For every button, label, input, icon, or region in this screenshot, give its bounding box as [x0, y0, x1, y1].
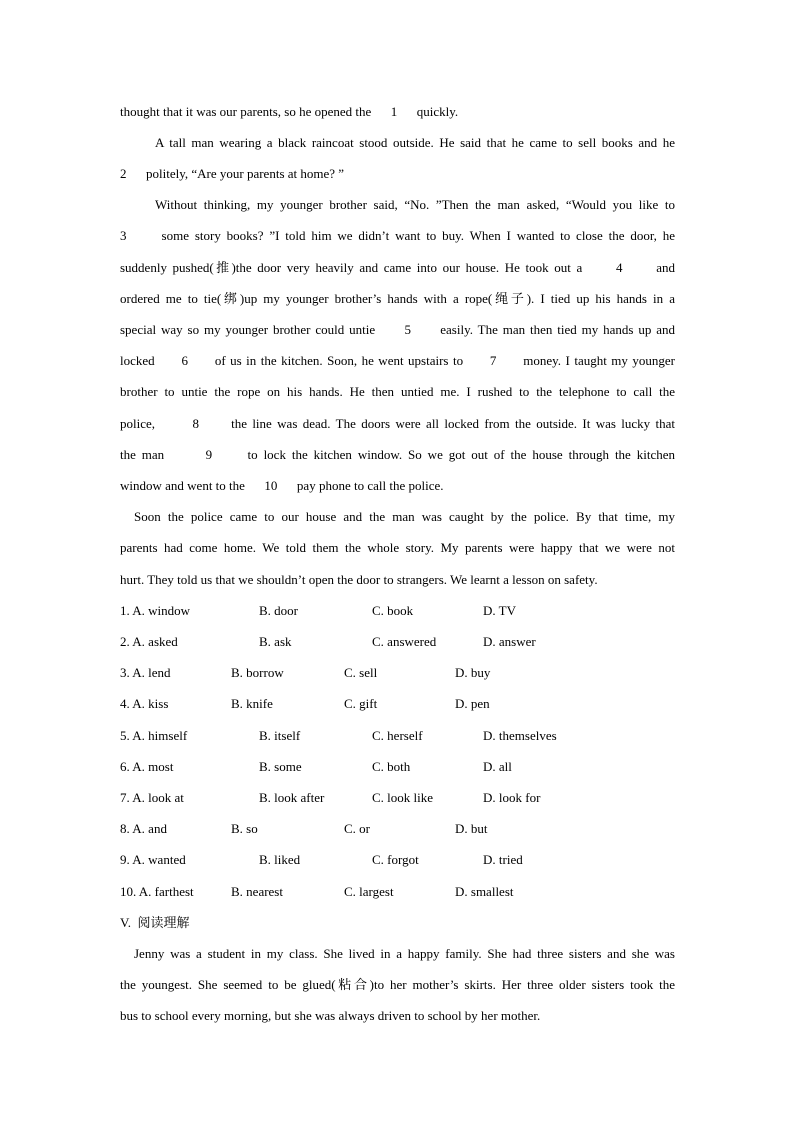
passage-line: 3 some story books? ”I told him we didn’t want to buy. When I wanted to close the door, he — [120, 228, 675, 243]
option-a: 8. A. and — [120, 821, 167, 836]
option-a: 2. A. asked — [120, 634, 178, 649]
reading-line: Jenny was a student in my class. She lived in a happy family. She had three sisters and she was — [134, 946, 675, 961]
reading-line: bus to school every morning, but she was always driven to school by her mother. — [120, 1008, 541, 1023]
option-c: C. both — [372, 759, 411, 774]
passage-line: Without thinking, my younger brother said, “No. ”Then the man asked, “Would you like to — [155, 197, 675, 212]
option-c: C. book — [372, 603, 414, 618]
section-heading: V. 阅读理解 — [120, 915, 190, 930]
option-a: 9. A. wanted — [120, 852, 186, 867]
passage-line: ordered me to tie(绑)up my younger brother’s hands with a rope(绳子). I tied up his hands in a — [120, 291, 675, 306]
passage-line: special way so my younger brother could untie 5 easily. The man then tied my hands up and — [120, 322, 675, 337]
passage-line: thought that it was our parents, so he opened the 1 quickly. — [120, 104, 459, 119]
option-b: B. some — [259, 759, 302, 774]
option-a: 10. A. farthest — [120, 884, 194, 899]
passage-line: locked 6 of us in the kitchen. Soon, he went upstairs to 7 money. I taught my younger — [120, 353, 675, 368]
option-a: 5. A. himself — [120, 728, 188, 743]
option-c: C. sell — [344, 665, 378, 680]
option-d: D. look for — [483, 790, 541, 805]
option-c: C. look like — [372, 790, 434, 805]
option-b: B. knife — [231, 696, 273, 711]
option-a: 4. A. kiss — [120, 696, 169, 711]
option-c: C. or — [344, 821, 370, 836]
option-b: B. so — [231, 821, 258, 836]
passage-line: police, 8 the line was dead. The doors were all locked from the outside. It was lucky that — [120, 416, 675, 431]
option-d: D. buy — [455, 665, 491, 680]
option-c: C. herself — [372, 728, 423, 743]
passage-line: hurt. They told us that we shouldn’t open the door to strangers. We learnt a lesson on safety. — [120, 572, 598, 587]
option-a: 7. A. look at — [120, 790, 184, 805]
option-d: D. tried — [483, 852, 523, 867]
passage-line: parents had come home. We told them the whole story. My parents were happy that we were not — [120, 540, 675, 555]
option-b: B. ask — [259, 634, 292, 649]
passage-line: the man 9 to lock the kitchen window. So we got out of the house through the kitchen — [120, 447, 675, 462]
option-a: 3. A. lend — [120, 665, 171, 680]
option-c: C. forgot — [372, 852, 419, 867]
option-a: 6. A. most — [120, 759, 174, 774]
option-a: 1. A. window — [120, 603, 191, 618]
option-c: C. largest — [344, 884, 394, 899]
option-b: B. nearest — [231, 884, 283, 899]
option-d: D. all — [483, 759, 512, 774]
option-c: C. gift — [344, 696, 378, 711]
option-b: B. liked — [259, 852, 301, 867]
passage-line: window and went to the 10 pay phone to call the police. — [120, 478, 444, 493]
option-b: B. itself — [259, 728, 301, 743]
option-d: D. themselves — [483, 728, 557, 743]
passage-line: brother to untie the rope on his hands. He then untied me. I rushed to the telephone to call the — [120, 384, 675, 399]
option-c: C. answered — [372, 634, 437, 649]
reading-line: the youngest. She seemed to be glued(粘合)to her mother’s skirts. Her three older sisters took the — [120, 977, 675, 992]
option-b: B. look after — [259, 790, 325, 805]
option-d: D. answer — [483, 634, 536, 649]
passage-line: suddenly pushed(推)the door very heavily and came into our house. He took out a 4 and — [120, 260, 675, 275]
passage-line: 2 politely, “Are your parents at home? ” — [120, 166, 345, 181]
option-b: B. borrow — [231, 665, 284, 680]
passage-line: A tall man wearing a black raincoat stood outside. He said that he came to sell books and he — [155, 135, 675, 150]
option-d: D. smallest — [455, 884, 514, 899]
option-d: D. pen — [455, 696, 490, 711]
option-d: D. but — [455, 821, 488, 836]
passage-line: Soon the police came to our house and the man was caught by the police. By that time, my — [134, 509, 675, 524]
option-b: B. door — [259, 603, 298, 618]
option-d: D. TV — [483, 603, 516, 618]
